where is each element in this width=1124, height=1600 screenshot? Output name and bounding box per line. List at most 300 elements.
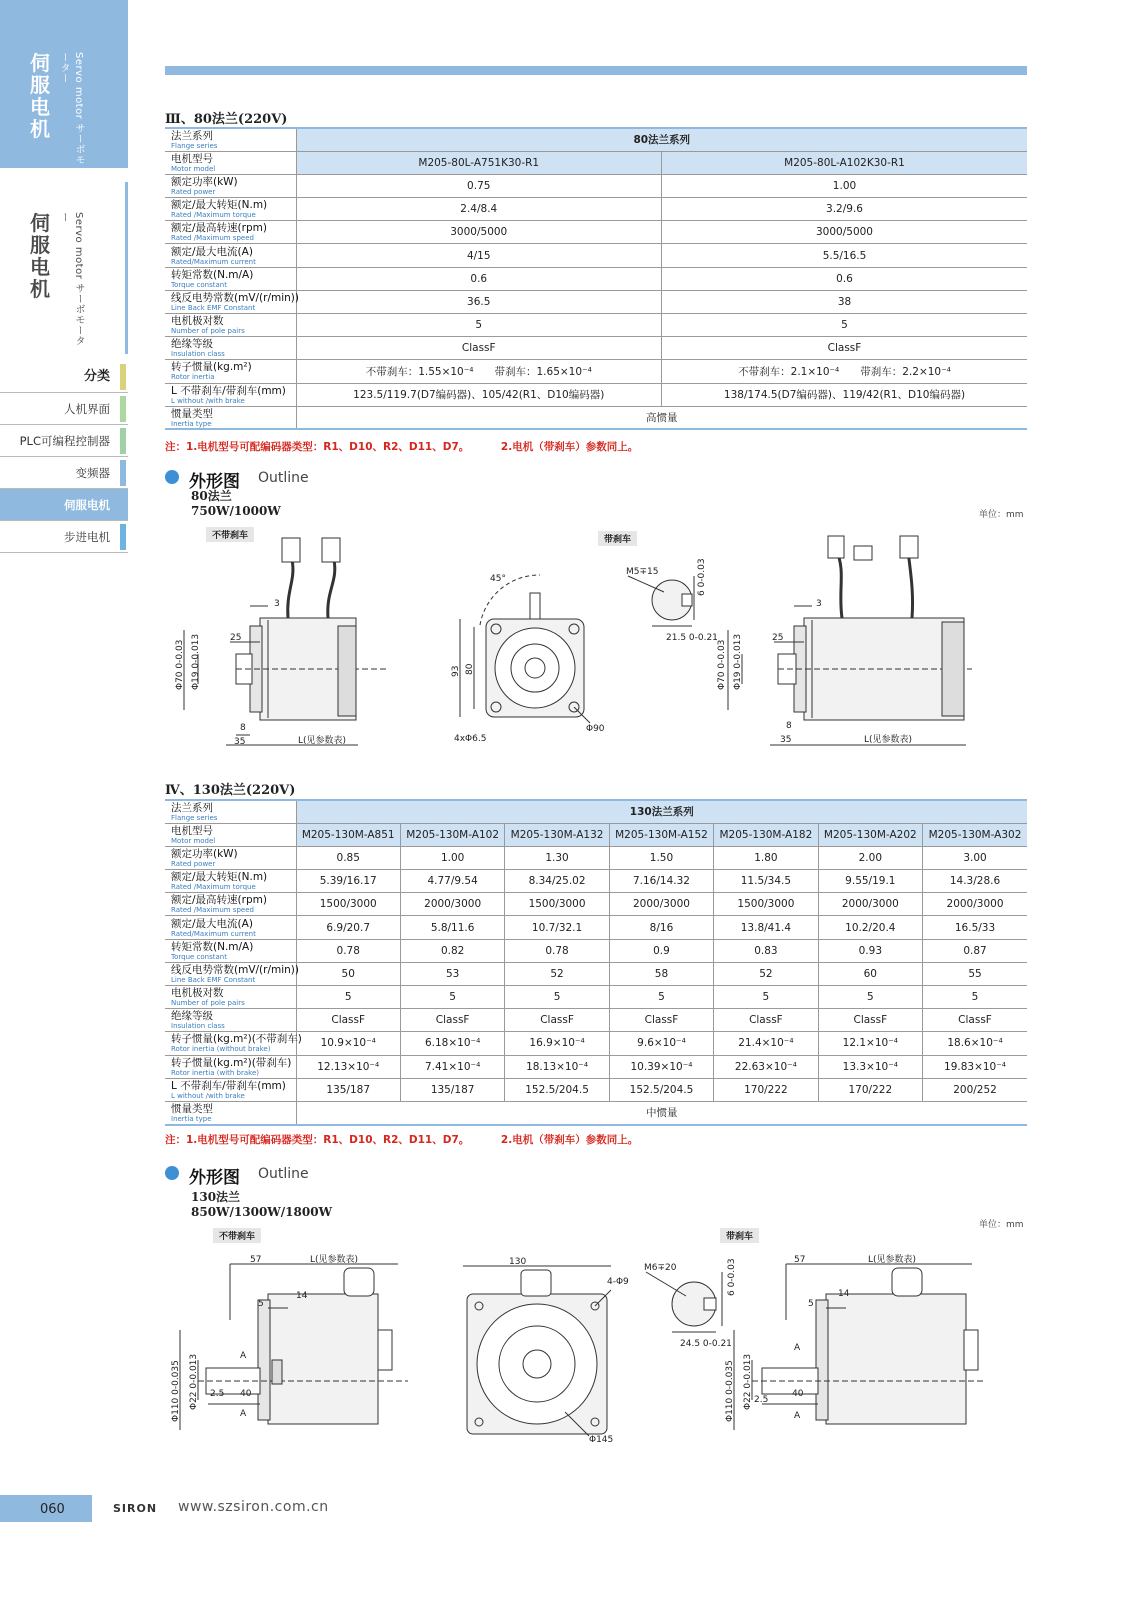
power-label: 850W/1300W/1800W [191,1205,333,1219]
section-a-top-brake: A [794,1343,801,1353]
dim-m5: M5∓15 [626,567,659,577]
table-cell: 5 [400,986,504,1009]
menu-item-4[interactable] [0,489,128,521]
table-cell: 12.1×10⁻⁴ [818,1032,922,1055]
table-row [165,290,1027,313]
dim-L-brake: L(见参数表) [864,735,913,745]
row-label [165,151,296,174]
table-cell: 10.9×10⁻⁴ [296,1032,400,1055]
outline-title: 外形图 [189,472,240,492]
table-cell: 1.00 [400,846,504,869]
row-label [165,1009,296,1032]
table-cell: 6.18×10⁻⁴ [400,1032,504,1055]
table-cell: 36.5 [296,290,662,313]
table-cell: 53 [400,962,504,985]
table-cell: 21.4×10⁻⁴ [714,1032,818,1055]
note-80 [165,439,666,454]
row-label [165,893,296,916]
row-label-en: Insulation class [171,350,225,359]
table-cell: 200/252 [923,1078,1027,1101]
power-label: 750W/1000W [191,504,281,518]
row-label [165,360,296,383]
row-label-en: Inertia type [171,1114,212,1123]
menu-tick [120,492,126,518]
table-cell: 170/222 [714,1078,818,1101]
row-label-en: Motor model [171,164,216,173]
row-label-en: Flange series [171,141,218,150]
row-label-en: Line Back EMF Constant [171,975,256,984]
table-cell: 7.41×10⁻⁴ [400,1055,504,1078]
dim-phi145: Φ145 [589,1435,614,1445]
table-cell: 13.8/41.4 [714,916,818,939]
table-cell: 3.2/9.6 [662,198,1028,221]
menu-item-2[interactable] [0,425,128,457]
table-cell: 2000/3000 [923,893,1027,916]
table-cell: 55 [923,962,1027,985]
table-cell: 9.55/19.1 [818,870,922,893]
table-row [165,916,1027,939]
dim-8-brake: 8 [786,721,792,731]
table-row [165,406,1027,429]
dim-57-brake: 57 [794,1255,806,1265]
table-cell: ClassF [818,1009,922,1032]
row-label-en: Flange series [171,813,218,822]
table-cell: 2.00 [818,846,922,869]
table-cell-span: 中惯量 [296,1101,1027,1124]
table-cell: ClassF [714,1009,818,1032]
table-row [165,383,1027,406]
table-cell: 1.00 [662,174,1028,197]
row-label [165,823,296,846]
row-label [165,916,296,939]
dim-14: 14 [296,1291,308,1301]
row-label [165,1101,296,1124]
dim-3-brake: 3 [816,599,822,609]
dim-35: 35 [234,737,246,747]
dim-phi22: Φ22 0-0.013 [189,1353,199,1410]
table-cell: 5 [296,986,400,1009]
row-label [165,1032,302,1055]
table-cell: 52 [505,962,609,985]
row-label-cn: 电机型号 [171,824,213,837]
table-cell: 5 [714,986,818,1009]
table-cell: 0.78 [505,939,609,962]
drawing-130-side-brake [722,1250,992,1430]
row-label-cn: 额定/最大电流(A) [171,245,253,258]
table-cell: 1500/3000 [296,893,400,916]
row-label-cn: 额定/最大转矩(N.m) [171,199,268,212]
row-label-en: Rotor inertia (with brake) [171,1068,259,1077]
row-label-en: Number of pole pairs [171,327,245,336]
table-cell: 5.8/11.6 [400,916,504,939]
table-cell: 19.83×10⁻⁴ [923,1055,1027,1078]
row-label [165,846,296,869]
table-cell: 6.9/20.7 [296,916,400,939]
dim-14-brake: 14 [838,1289,850,1299]
table-cell: 2000/3000 [818,893,922,916]
row-label-en: Line Back EMF Constant [171,303,256,312]
menu-tick [120,396,126,422]
row-label-cn: 转子惯量(kg.m²) [171,361,252,374]
row-label-en: Motor model [171,836,216,845]
table-row [165,174,1027,197]
dim-25-brake: 25 [772,633,784,643]
table-cell: 5 [923,986,1027,1009]
sidebar-title: 伺服电机 [30,51,50,141]
table-row [165,244,1027,267]
dim-2-5-brake: 2.5 [754,1395,769,1405]
row-label-en: Inertia type [171,419,212,428]
row-label-cn: 惯量类型 [171,1102,213,1115]
dim-45deg: 45° [490,574,506,584]
row-label-en: Insulation class [171,1022,225,1031]
row-label [165,221,296,244]
row-label-cn: 电机极对数 [171,987,224,1000]
row-label [165,1078,296,1101]
row-label-cn: 线反电势常数(mV/(r/min)) [171,963,299,976]
table-cell: 9.6×10⁻⁴ [609,1032,713,1055]
table-cell: 58 [609,962,713,985]
table-cell: 12.13×10⁻⁴ [296,1055,400,1078]
dim-80: 80 [465,663,475,675]
table-cell: 0.93 [818,939,922,962]
dim-phi70: Φ70 0-0.03 [175,639,185,690]
table-cell: 13.3×10⁻⁴ [818,1055,922,1078]
table-cell: M205-130M-A132 [505,823,609,846]
table-cell: 11.5/34.5 [714,870,818,893]
table-row [165,1009,1027,1032]
table-row [165,1032,1027,1055]
table-cell: 5 [662,314,1028,337]
section-title-80: Ⅲ、80法兰(220V) [165,112,288,127]
table-cell: ClassF [296,337,662,360]
row-label-cn: 额定功率(kW) [171,175,238,188]
row-label-cn: 转矩常数(N.m/A) [171,268,254,281]
row-label-cn: 额定/最高转速(rpm) [171,894,267,907]
table-cell: 5.5/16.5 [662,244,1028,267]
website-link[interactable]: www.szsiron.com.cn [178,1499,329,1515]
dim-m6: M6∓20 [644,1263,677,1273]
table-cell: 50 [296,962,400,985]
outline-title-en: Outline [258,1166,309,1182]
row-label [165,290,299,313]
row-label-cn: 法兰系列 [171,801,213,814]
table-row [165,198,1027,221]
row-label [165,198,296,221]
tag-brake: 带刹车 [720,1228,759,1243]
drawing-130-side-no-brake [168,1250,418,1430]
row-label-en: Rated power [171,187,216,196]
tag-no-brake: 不带刹车 [213,1228,261,1243]
drawing-80-front [450,565,620,745]
drawing-80-side-no-brake [168,530,408,750]
table-row [165,986,1027,1009]
table-cell: 8/16 [609,916,713,939]
table-cell: 18.6×10⁻⁴ [923,1032,1027,1055]
table-row [165,1078,1027,1101]
row-label [165,800,296,823]
table-cell: 18.13×10⁻⁴ [505,1055,609,1078]
table-cell: 5 [609,986,713,1009]
table-cell: ClassF [609,1009,713,1032]
menu-item-3[interactable] [0,457,128,489]
table-cell: 3.00 [923,846,1027,869]
menu-item-label: 分类 [83,369,110,384]
note-brake-130: 2.电机（带刹车）参数同上。 [500,1134,639,1146]
table-cell: 1500/3000 [505,893,609,916]
outline-title: 外形图 [189,1168,240,1188]
table-cell: 10.39×10⁻⁴ [609,1055,713,1078]
table-cell: 5.39/16.17 [296,870,400,893]
bullet-icon [165,1166,179,1180]
menu-item-0[interactable] [0,361,128,393]
dim-phi70-brake: Φ70 0-0.03 [717,639,727,690]
row-label-cn: 额定/最大电流(A) [171,917,253,930]
table-cell: M205-80L-A102K30-R1 [662,151,1028,174]
row-label-en: Rated/Maximum current [171,257,256,266]
tag-brake: 带刹车 [598,531,637,546]
table-cell: 152.5/204.5 [505,1078,609,1101]
row-label-cn: 电机型号 [171,152,213,165]
table-cell: 4.77/9.54 [400,870,504,893]
table-row [165,128,1027,151]
dim-93: 93 [451,665,461,677]
row-label [165,870,296,893]
table-row [165,893,1027,916]
row-label [165,939,296,962]
table-row [165,846,1027,869]
table-cell: 0.83 [714,939,818,962]
section-a-bottom: A [240,1409,247,1419]
row-label-en: Torque constant [171,280,227,289]
table-row [165,314,1027,337]
table-cell: 135/187 [400,1078,504,1101]
dim-phi19: Φ19 0-0.013 [191,633,201,690]
dim-phi22-brake: Φ22 0-0.013 [743,1353,753,1410]
menu-tick [120,364,126,390]
dim-4x65: 4xΦ6.5 [454,734,487,744]
table-row [165,870,1027,893]
row-label-en: Number of pole pairs [171,999,245,1008]
row-label [165,1055,296,1078]
flange-label: 80法兰 [191,489,232,503]
table-cell-span: 高惯量 [296,406,1027,429]
dim-phi90: Φ90 [586,724,605,734]
table-cell: 0.85 [296,846,400,869]
menu-item-label: PLC可编程控制器 [19,434,110,448]
table-cell: 不带刹车：1.55×10⁻⁴ 带刹车：1.65×10⁻⁴ [296,360,662,383]
menu-item-1[interactable] [0,393,128,425]
brand-logo: SIRON [113,1502,158,1515]
unit-label: 单位：mm [979,1220,1024,1230]
note-encoder-130: 注：1.电机型号可配编码器类型：R1、D10、R2、D11、D7。 [165,1134,470,1146]
table-cell: 0.6 [662,267,1028,290]
table-cell: 52 [714,962,818,985]
dim-4-phi9: 4-Φ9 [607,1277,629,1287]
table-cell: 1.80 [714,846,818,869]
table-cell: M205-130M-A152 [609,823,713,846]
table-cell: 3000/5000 [662,221,1028,244]
table-cell: 16.9×10⁻⁴ [505,1032,609,1055]
sidebar-banner [0,0,128,168]
row-label-cn: 惯量类型 [171,407,213,420]
row-label [165,314,296,337]
table-cell: M205-130M-A102 [400,823,504,846]
dim-phi110-brake: Φ110 0-0.035 [725,1360,735,1422]
category-menu [0,361,128,553]
dim-key6: 6 0-0.03 [697,558,707,596]
row-label [165,986,296,1009]
header-bar [165,66,1027,75]
dim-35-brake: 35 [780,735,792,745]
flange-label: 130法兰 [191,1190,241,1204]
row-label-en: Rated/Maximum current [171,929,256,938]
note-encoder: 注：1.电机型号可配编码器类型：R1、D10、R2、D11、D7。 [165,441,470,453]
dim-25: 25 [230,633,242,643]
row-label-en: Torque constant [171,952,227,961]
dim-40: 40 [240,1389,252,1399]
row-label-cn: L 不带刹车/带刹车(mm) [171,384,286,397]
outline-subhead-80 [191,489,281,519]
dim-phi19-brake: Φ19 0-0.013 [733,633,743,690]
table-row [165,1101,1027,1124]
table-cell: M205-130M-A851 [296,823,400,846]
table-cell: 4/15 [296,244,662,267]
dim-215: 21.5 0-0.21 [666,633,718,643]
table-row [165,267,1027,290]
sidebar-section [0,182,128,354]
page-number: 060 [40,1502,65,1517]
row-label-en: Rotor inertia [171,373,215,382]
menu-tick [120,524,126,550]
drawing-80-side-brake [712,530,982,750]
row-label-cn: 绝缘等级 [171,1010,213,1023]
table-cell: 1.30 [505,846,609,869]
table-cell: 5 [505,986,609,1009]
table-cell: ClassF [296,1009,400,1032]
row-label-cn: 转子惯量(kg.m²)(不带刹车) [171,1033,302,1046]
row-label [165,383,296,406]
table-cell: ClassF [505,1009,609,1032]
dim-L: L(见参数表) [298,736,347,746]
table-cell: 5 [818,986,922,1009]
table-cell: 0.9 [609,939,713,962]
table-cell: 16.5/33 [923,916,1027,939]
row-label-cn: 电机极对数 [171,315,224,328]
menu-item-label: 人机界面 [64,402,110,416]
table-cell: 3000/5000 [296,221,662,244]
table-cell: 2.4/8.4 [296,198,662,221]
table-cell: 2000/3000 [609,893,713,916]
outline-subhead-130 [191,1190,332,1220]
table-cell: M205-130M-A182 [714,823,818,846]
table-row [165,962,1027,985]
table-cell: 1500/3000 [714,893,818,916]
table-cell: M205-80L-A751K30-R1 [296,151,662,174]
dim-245: 24.5 0-0.21 [680,1339,732,1349]
spec-table-80-flange [165,127,1027,430]
bullet-icon [165,470,179,484]
table-cell: 152.5/204.5 [609,1078,713,1101]
section-a-top: A [240,1351,247,1361]
row-label [165,128,296,151]
row-label-en: L without /with brake [171,396,245,405]
table-cell: 0.75 [296,174,662,197]
table-row [165,823,1027,846]
row-label [165,174,296,197]
outline-title-en: Outline [258,470,309,486]
row-label-en: Rated power [171,859,216,868]
table-cell: 123.5/119.7(D7编码器)、105/42(R1、D10编码器) [296,383,662,406]
table-row [165,221,1027,244]
row-label [165,406,296,429]
menu-item-label: 伺服电机 [64,498,110,512]
table-cell: 0.78 [296,939,400,962]
row-label-cn: 额定/最大转矩(N.m) [171,871,268,884]
menu-item-5[interactable] [0,521,128,553]
row-label-cn: 额定功率(kW) [171,847,238,860]
row-label-cn: L 不带刹车/带刹车(mm) [171,1079,286,1092]
row-label-cn: 额定/最高转速(rpm) [171,222,267,235]
table-cell: ClassF [400,1009,504,1032]
dim-L-130-brake: L(见参数表) [868,1255,917,1265]
table-cell: 0.82 [400,939,504,962]
dim-5-brake: 5 [808,1299,814,1309]
table-row [165,151,1027,174]
table-cell: 14.3/28.6 [923,870,1027,893]
table-cell: 0.87 [923,939,1027,962]
menu-tick [120,428,126,454]
row-label-cn: 转矩常数(N.m/A) [171,940,254,953]
table-row [165,1055,1027,1078]
section-a-bottom-brake: A [794,1411,801,1421]
row-label [165,337,296,360]
drawing-80-keyway [624,556,720,646]
table-cell-span: 130法兰系列 [296,800,1027,823]
table-cell: 10.7/32.1 [505,916,609,939]
row-label-en: Rated /Maximum speed [171,906,254,915]
table-row [165,939,1027,962]
sidebar-subtitle: Servo motor サーボモーター [58,52,84,166]
sidebar [0,0,128,1600]
row-label-en: L without /with brake [171,1091,245,1100]
note-brake: 2.电机（带刹车）参数同上。 [500,441,639,453]
table-cell: 135/187 [296,1078,400,1101]
sidebar-section-subtitle: Servo motor サーボモーター [58,212,84,347]
tag-no-brake: 不带刹车 [206,527,254,542]
row-label-cn: 转子惯量(kg.m²)(带刹车) [171,1056,292,1069]
dim-57: 57 [250,1255,262,1265]
row-label [165,267,296,290]
dim-phi110: Φ110 0-0.035 [171,1360,181,1422]
dim-3: 3 [274,599,280,609]
table-cell: 138/174.5(D7编码器)、119/42(R1、D10编码器) [662,383,1028,406]
table-row [165,337,1027,360]
table-cell: 1.50 [609,846,713,869]
sidebar-section-title: 伺服电机 [30,211,50,301]
table-cell: 不带刹车：2.1×10⁻⁴ 带刹车：2.2×10⁻⁴ [662,360,1028,383]
menu-item-label: 步进电机 [64,530,110,544]
table-cell: 7.16/14.32 [609,870,713,893]
table-cell: ClassF [662,337,1028,360]
table-cell-span: 80法兰系列 [296,128,1027,151]
menu-item-label: 变频器 [75,466,110,480]
dim-5: 5 [258,1299,264,1309]
table-cell: 8.34/25.02 [505,870,609,893]
dim-key6-130: 6 0-0.03 [727,1258,737,1296]
section-title-130: Ⅳ、130法兰(220V) [165,783,296,798]
row-label-en: Rotor inertia (without brake) [171,1045,271,1054]
